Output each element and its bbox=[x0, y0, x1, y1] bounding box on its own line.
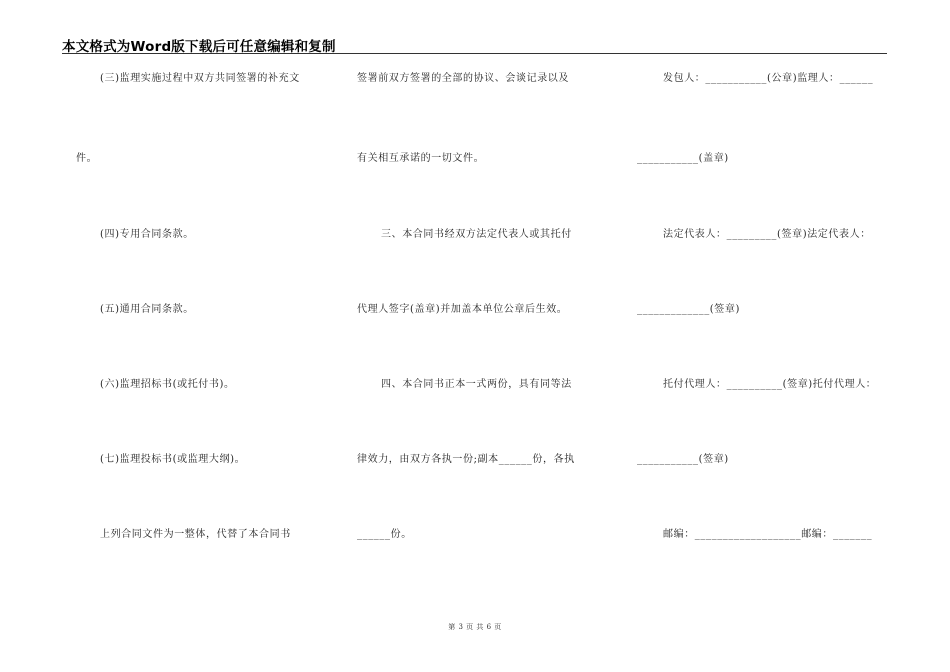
header-title: 本文格式为Word版下载后可任意编辑和复制 bbox=[62, 39, 336, 55]
right-line-5: 托付代理人：__________(签章)托付代理人： bbox=[663, 379, 877, 390]
middle-line-3: 三、本合同书经双方法定代表人或其托付 bbox=[381, 229, 572, 240]
right-line-2: ___________(盖章) bbox=[637, 153, 729, 164]
right-line-7: 邮编：___________________邮编：_______ bbox=[663, 529, 873, 540]
left-line-4: (五)通用合同条款。 bbox=[100, 304, 194, 315]
left-line-6: (七)监理投标书(或监理大纲)。 bbox=[100, 454, 246, 465]
right-line-4: _____________(签章) bbox=[637, 304, 741, 315]
middle-line-6: 律效力，由双方各执一份;副本______份，各执 bbox=[357, 454, 575, 465]
right-line-3: 法定代表人：_________(签章)法定代表人： bbox=[663, 229, 871, 240]
middle-line-7: ______份。 bbox=[357, 529, 412, 540]
middle-line-1: 签署前双方签署的全部的协议、会谈记录以及 bbox=[357, 73, 569, 84]
right-line-6: ___________(签章) bbox=[637, 454, 729, 465]
page-footer bbox=[0, 622, 950, 632]
middle-line-4: 代理人签字(盖章)并加盖本单位公章后生效。 bbox=[357, 304, 568, 315]
page-header bbox=[62, 35, 887, 54]
middle-line-5: 四、本合同书正本一式两份，具有同等法 bbox=[381, 379, 572, 390]
left-line-1: (三)监理实施过程中双方共同签署的补充文 bbox=[100, 73, 300, 84]
left-line-7: 上列合同文件为一整体，代替了本合同书 bbox=[100, 529, 291, 540]
left-line-5: (六)监理招标书(或托付书)。 bbox=[100, 379, 235, 390]
left-line-3: (四)专用合同条款。 bbox=[100, 229, 194, 240]
left-line-2: 件。 bbox=[76, 153, 98, 164]
right-line-1: 发包人：___________(公章)监理人：______ bbox=[663, 73, 874, 84]
page-number: 第 3 页 共 6 页 bbox=[448, 623, 502, 631]
middle-line-2: 有关相互承诺的一切文件。 bbox=[357, 153, 485, 164]
